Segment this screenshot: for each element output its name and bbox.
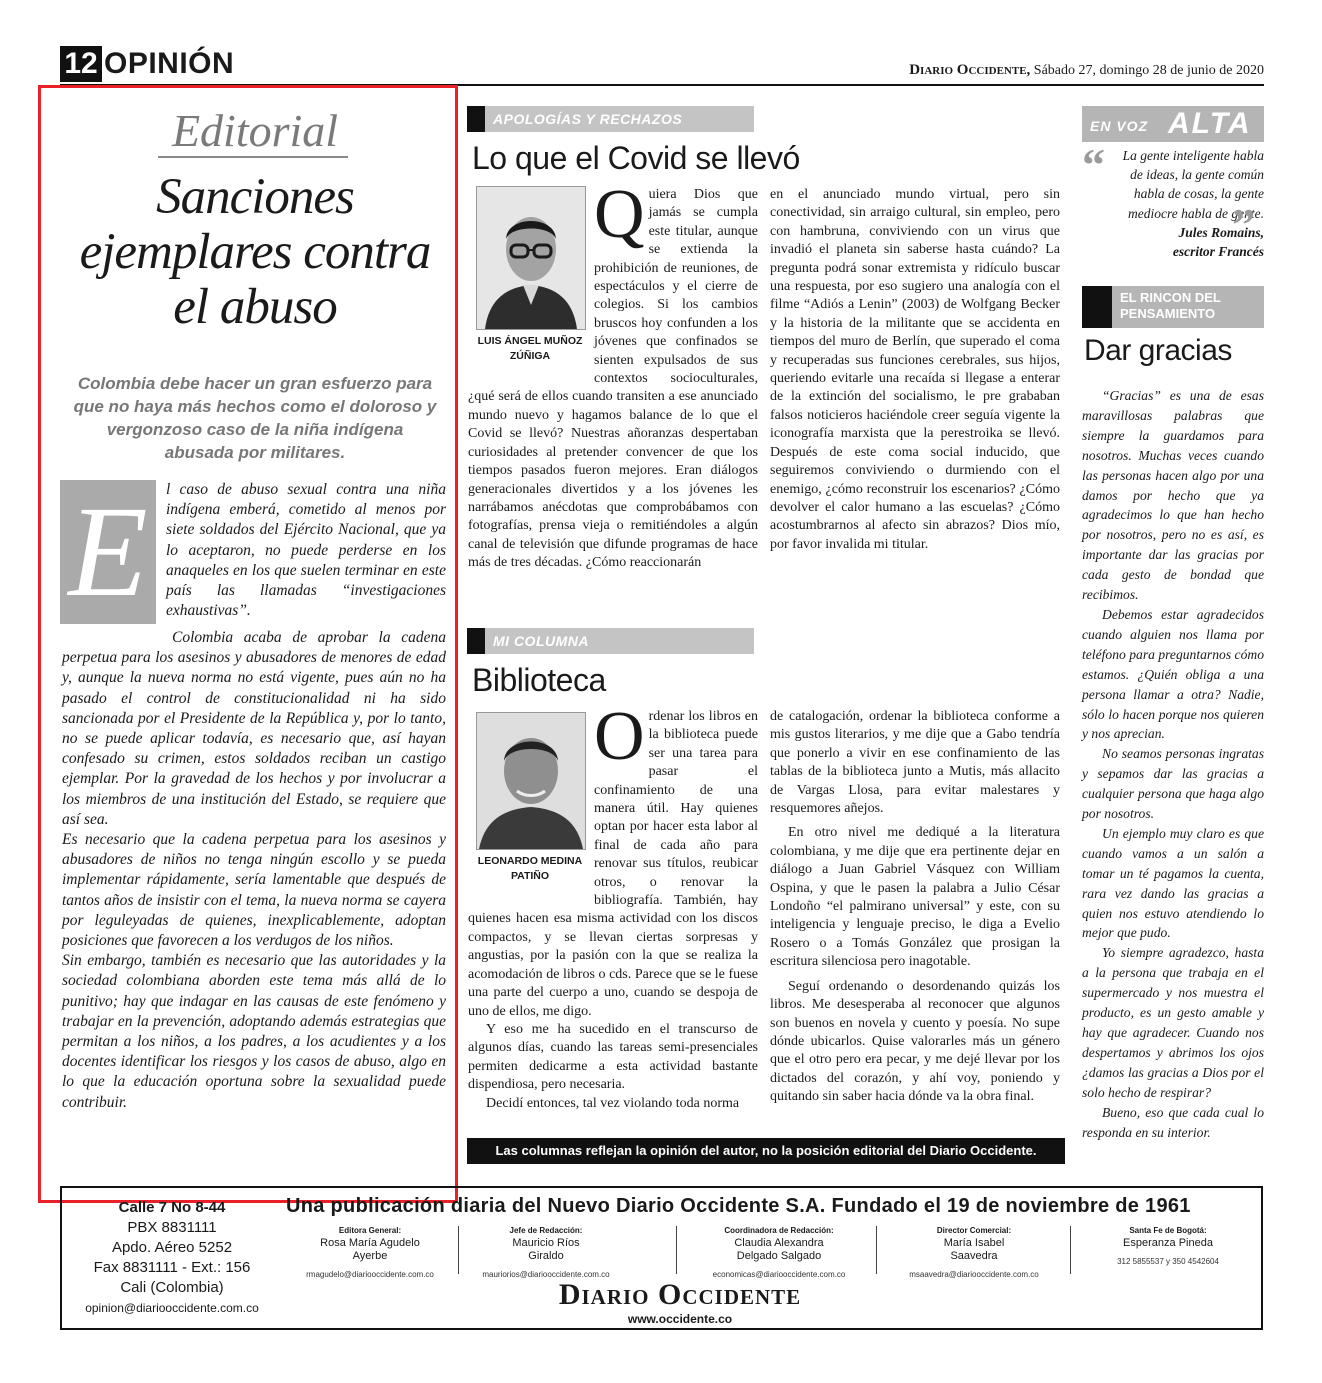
rincon-paragraph-4: Un ejemplo muy claro es que cuando vamos a un salón a tomar un té pagamos la cuenta, rara vez dando las gracias a quien nos estuvo atendiendo lo mejor que pudo. [1082,825,1264,941]
column2-paragraph-6: Seguí ordenando o desordenando quizás los libros. Me desesperaba al reconocer que algunos son buenos en novela y cuento y poesía. No supe dónde ubicarlos. Quise valorarles más un género que el otro pero era pecar, y me dejé llevar por los dictados del corazón, y ahí voy, poniendo y quitando sin saber hacia dónde va la obra final. [770,978,1060,1105]
voz-alta-small: EN VOZ [1090,118,1149,134]
voz-alta-band [1082,106,1264,142]
column1-text-a [468,176,758,573]
photo-spacer [468,186,594,388]
column2-dropcap: O [594,698,645,775]
columns-disclaimer: Las columnas reflejan la opinión del autor, no la posición editorial del Diario Occidente. [467,1138,1065,1164]
newspaper-logo: Diario Occidente [558,1278,802,1311]
column2-band: MI COLUMNA [467,628,754,654]
column1-text-b: en el anunciado mundo virtual, pero sin conectividad, sin arraigo cultural, sin empleo, pero con hambruna, conviviendo con un virus que invadió el planeta sin saberse hasta cuándo? La pregunta podrá sonar extremista y ridículo buscar una respuesta, por eso sugiero una analogía con el filme “Adiós a Lenin” (2003) de Wolfgang Becker y la historia de la militante que se accidenta en tiempos del muro de Berlín, que superado el coma y recuperadas sus funciones cerebrales, sus hijos, queriendo evitarle una recaída si llegase a enterar de la extinción del socialismo, le pre grababan falsos noticieros haciéndole creer seguía vigente la iconografía marxista que la perestroika se llevó. Después de este coma social inducido, que seguiremos conviviendo o durmiendo con el enemigo, ¿cómo reconstruir los escenarios? ¿Cómo devolver el calor humano a las escuelas? ¿Cómo acostumbrarnos al afecto sin abrazos? Dios mío, por favor invalida mi titular. [770,187,1060,552]
column2-text-a [468,698,758,1113]
address-line: Calle 7 No 8-44 [118,1199,226,1216]
paper-name: Diario Occidente, [909,62,1031,78]
staff-email[interactable]: economicas@diariooccidente.com.co [712,1270,846,1279]
column1-title: Lo que el Covid se llevó [472,140,800,176]
column2-paragraph-1: rdenar los libros en la biblioteca puede ser una tarea para pasar el confinamiento de una manera útil. Hay quienes optan por hacer esta labor al final de cada año para renovar sus títulos, reubicar otros, o renovar la bibliografía. También, hay quienes hacen esa misma actividad con los discos compactos, y se llevan ciertas sorpresas y angustias, por la pasión con la que se realiza la acomodación de libros o cds. Parece que se le fuese una parte del cuerpo a uno, cuando se despoja de uno de ellos, me digo. [468,709,758,1019]
column2-title: Biblioteca [472,662,606,698]
staff-role: Santa Fe de Bogotá: [1129,1226,1207,1235]
staff-email[interactable]: mauriorios@diariooccidente.com.co [482,1270,610,1279]
column1-band: APOLOGÍAS Y RECHAZOS [467,106,754,132]
editorial-kicker-rule [158,156,348,158]
rincon-band: EL RINCON DEL PENSAMIENTO [1082,286,1264,328]
staff-role: Jefe de Redacción: [509,1226,583,1235]
column2-paragraph-2: Y eso me ha sucedido en el transcurso de algunos días, cuando las tareas semi-presenciales permiten dedicarme a esta actividad bastante dispendiosa, pero necesaria. [468,1021,758,1093]
address-line: Apdo. Aéreo 5252 [111,1239,233,1256]
staff-entry [884,1224,1064,1281]
column1-dropcap: Q [594,176,645,253]
rincon-paragraph-3: No seamos personas ingratas y sepamos dar las gracias a cualquier persona que haga algo por nosotros. [1082,746,1264,822]
staff-name: Esperanza Pineda [1123,1237,1213,1249]
staff-entry [684,1224,874,1281]
issue-date: Sábado 27, domingo 28 de junio de 2020 [1030,63,1264,78]
editorial-subtitle: Colombia debe hacer un gran esfuerzo para que no haya más hechos como el doloroso y vergonzoso caso de la niña indígena abusada por militares. [73,374,437,462]
divider [458,1226,459,1274]
close-quote-icon: ” [1232,199,1255,250]
editorial-paragraph-2: Colombia acaba de aprobar la cadena perpetua para los asesinos y abusadores de menores de edad y, aunque la nueva norma no está vigente, pues aún no ha pasado el control de constitucionalidad ni ha sido sancionada por el Presidente de la República y, por lo tanto, no se puede aplicar todavía, es necesario que, así hayan confesado su crimen, estos soldados reciban un castigo ejemplar. Por la gravedad de los hechos y por involucrar a los miembros de una institución del Estado, se requiere que así sea. [62,629,446,828]
editorial-dropcap: E [60,480,156,624]
column2-author: LEONARDO MEDINA PATIÑO [477,855,583,882]
staff-entry [466,1224,626,1281]
staff-name: Rosa María Agudelo Ayerbe [320,1237,420,1262]
column2-paragraph-3: Decidí entonces, tal vez violando toda norma [486,1095,740,1111]
website-link[interactable]: www.occidente.co [627,1312,733,1326]
editorial-kicker: Editorial [171,105,339,156]
masthead-date [909,62,1264,79]
address-line: PBX 8831111 [127,1219,217,1236]
staff-phone: 312 5855537 y 350 4542604 [1117,1257,1219,1266]
staff-entry [1078,1224,1258,1268]
rincon-title: Dar gracias [1084,334,1232,367]
page-number: 12 [60,46,102,82]
editorial-paragraph-1: l caso de abuso sexual contra una niña indígena emberá, cometido al menos por siete soldados del Ejército Nacional, que ya lo aceptaron, no puede perderse en los anaqueles en los que suelen terminar en este país las llamadas “investigaciones exhaustivas”. [166,481,446,620]
open-quote-icon: “ [1082,139,1105,190]
voz-alta-author-role: escritor Francés [1172,244,1264,260]
divider [676,1226,677,1274]
column1-author: LUIS ÁNGEL MUÑOZ ZÚÑIGA [477,335,583,362]
voz-alta-author: Jules Romains, [1178,224,1264,240]
editorial-title: Sanciones ejemplares contra el abuso [79,169,431,335]
staff-role: Director Comercial: [936,1226,1012,1235]
column2-paragraph-4: de catalogación, ordenar la biblioteca conforme a mis gustos literarios, y me dije que a Gabo tendría que ponerlo a vivir en ese confinamiento de las tablas de la biblioteca junto a Mutis, más allacito de Vargas Llosa, para evitar malestares y resquemores añejos. [770,709,1060,817]
staff-entry [290,1224,450,1281]
address-email[interactable]: opinion@diariooccidente.com.co [85,1301,259,1315]
address-line: Cali (Colombia) [120,1279,224,1296]
staff-name: Claudia Alexandra Delgado Salgado [734,1237,824,1262]
staff-email[interactable]: msaavedra@diariooccidente.com.co [909,1270,1039,1279]
rincon-body [1082,386,1264,1142]
footer-address [62,1198,282,1318]
rincon-paragraph-5: Yo siempre agradezco, hasta a la persona que trabaja en el supermercado y nos muestra el producto, es un gesto amable y hay que agradecer. Cuando nos despertamos y abrimos los ojos ¿damos las gracias a Dios por el solo hecho de respirar? [1082,945,1264,1100]
column2-paragraph-5: En otro nivel me dediqué a la literatura colombiana, y me dije que era pertinente dejar en diálogo a Juan Gabriel Vásquez con William Ospina, y que le pasen la palabra a Julio César Londoño “el palmirano universal” y este, con su inteligencia y lenguaje preciso, le diga a Evelio Rosero o a Tomás González que prosigan la escritura silenciosa pero inagotable. [770,825,1060,970]
staff-name: María Isabel Saavedra [943,1237,1005,1262]
voz-alta-big: ALTA [1168,107,1252,140]
rincon-paragraph-2: Debemos estar agradecidos cuando alguien nos llama por teléfono para preguntarnos cómo estamos. ¿Quién obliga a una persona llamar a otra? Nadie, sólo lo hacen porque nos quieren y nos aprecian. [1082,606,1264,742]
staff-role: Editora General: [338,1226,402,1235]
staff-role: Coordinadora de Redacción: [724,1226,834,1235]
section-title: OPINIÓN [104,47,235,80]
editorial-paragraph-3: Es necesario que la cadena perpetua para los asesinos y abusadores de niños no tenga ningún escollo y se pueda implementar rápidamente, sería lamentable que después de tantos años de insistir con el tema, la nueva norma se cayera por leguleyadas de quienes, inexplicablemente, adoptan posiciones que favorecen a los verdugos de los niños. [62,831,446,950]
address-line: Fax 8831111 - Ext.: 156 [93,1259,251,1276]
divider [876,1226,877,1274]
publication-line: Una publicación diaria del Nuevo Diario Occidente S.A. Fundado el 19 de noviembre de 1961 [286,1195,1191,1217]
column1-text-a-body: uiera Dios que jamás se cumpla este titular, aunque se extienda la prohibición de reuniones, de espectáculos y el cierre de colegios. Si los cambios bruscos hoy confunden a los jóvenes que confinados se sienten expulsados de sus contextos socioculturales, ¿qué será de ellos cuando transiten a ese anunciado mundo nuevo y hagamos balance de lo que el Covid se llevó? Nuestras añoranzas despertaban curiosidades al pretender convencer de que los tiempos pasados fueron mejores. Eran diálogos generacionales divertidos y a los jóvenes les narrábamos anécdotas que comprobábamos con fotografías, prensa vieja o remitiéndoles a algún canal de televisión que difunde programas de hace más de tres décadas. ¿Cómo reaccionarán [468,187,758,571]
divider [1070,1226,1071,1274]
staff-email[interactable]: rmagudelo@diariooccidente.com.co [306,1270,434,1279]
editorial-paragraph-4: Sin embargo, también es necesario que las autoridades y la sociedad colombiana aborden este tema más allá de lo punitivo; hay que indagar en las causas de este fenómeno y trabajar en la prevención, adoptando además estrategias que permitan a los niños, a los padres, a los acudientes y a los docentes identificar los riesgos y los casos de abuso, algo en lo que la educación oportuna sobre la sexualidad puede contribuir. [62,952,446,1111]
editorial-body [62,628,446,1113]
voz-alta-quote: La gente inteligente habla de ideas, la gente común habla de cosas, la gente mediocre habla de gente. [1122,148,1264,221]
rincon-paragraph-6: Bueno, eso que cada cual lo responda en su interior. [1082,1104,1264,1140]
photo-spacer [468,708,594,904]
voz-alta-quote-block [1082,139,1264,261]
rincon-paragraph-1: “Gracias” es una de esas maravillosas palabras que siempre la guardamos para nosotros. Muchas veces cuando las personas hacen algo por una damos por hecho que ya agradecimos lo que han hecho por nosotros, pero no es así, es importante dar las gracias por cada gesto de bondad que recibimos. [1082,388,1264,603]
column2-text-b [770,708,1060,1107]
staff-name: Mauricio Ríos Giraldo [512,1237,580,1262]
